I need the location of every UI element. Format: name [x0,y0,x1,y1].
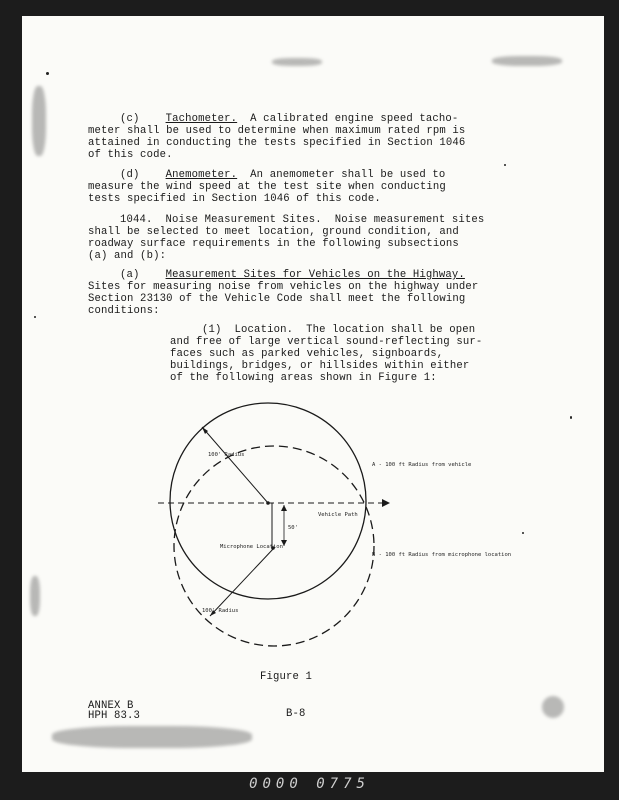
section-c-line-4: of this code. [88,149,173,161]
section-1044-line-1: 1044. Noise Measurement Sites. Noise measurement sites [120,214,485,226]
dimension-arrow-up [281,505,287,511]
section-c-line-2: meter shall be used to determine when maximum rated rpm is [88,125,466,137]
vehicle-path-arrow [382,499,390,507]
label-radius-bottom: 100' Radius [202,608,239,614]
vehicle-point [266,501,270,505]
label-radius-top: 100' Radius [208,452,245,458]
section-1-line-4: buildings, bridges, or hillsides within either [170,360,470,372]
figure-caption: Figure 1 [260,671,313,683]
section-1-line-2: and free of large vertical sound-reflecting sur- [170,336,483,348]
footer-page-number: B-8 [286,708,306,720]
section-1044-line-4: (a) and (b): [88,250,167,262]
section-a-line-2: Sites for measuring noise from vehicles on the highway under [88,281,479,293]
radius-line-b [210,548,274,616]
legend-b: B - 100 ft Radius from microphone location [372,552,512,558]
section-a-line-4: conditions: [88,305,160,317]
figure-1-diagram [22,16,604,772]
section-1044-line-3: roadway surface requirements in the following subsections [88,238,459,250]
label-microphone: Microphone Location [220,544,283,550]
section-a-line-3: Section 23130 of the Vehicle Code shall meet the following [88,293,466,305]
section-a-line-1: (a) Measurement Sites for Vehicles on the Highway. [120,269,465,281]
section-1-line-3: faces such as parked vehicles, signboards, [170,348,444,360]
legend-a: A - 100 ft Radius from vehicle [372,462,472,468]
footer-annex: ANNEX B [88,700,134,712]
footer-hph: HPH 83.3 [88,710,141,722]
section-1-line-5: of the following areas shown in Figure 1: [170,372,437,384]
radius-line-a [202,427,268,503]
section-c-line-1: (c) Tachometer. A calibrated engine speed tacho- [120,113,459,125]
microfilm-frame-number: 0000 0775 [249,776,370,792]
section-c-line-3: attained in conducting the tests specified in Section 1046 [88,137,466,149]
section-d-line-3: tests specified in Section 1046 of this code. [88,193,381,205]
label-vehicle-path: Vehicle Path [318,512,358,518]
circle-a-vehicle [170,403,366,599]
section-d-line-2: measure the wind speed at the test site when conducting [88,181,446,193]
document-page [22,16,604,772]
label-distance: 50' [288,525,298,531]
section-1-line-1: (1) Location. The location shall be open [202,324,476,336]
section-d-line-1: (d) Anemometer. An anemometer shall be used to [120,169,446,181]
section-1044-line-2: shall be selected to meet location, ground condition, and [88,226,459,238]
